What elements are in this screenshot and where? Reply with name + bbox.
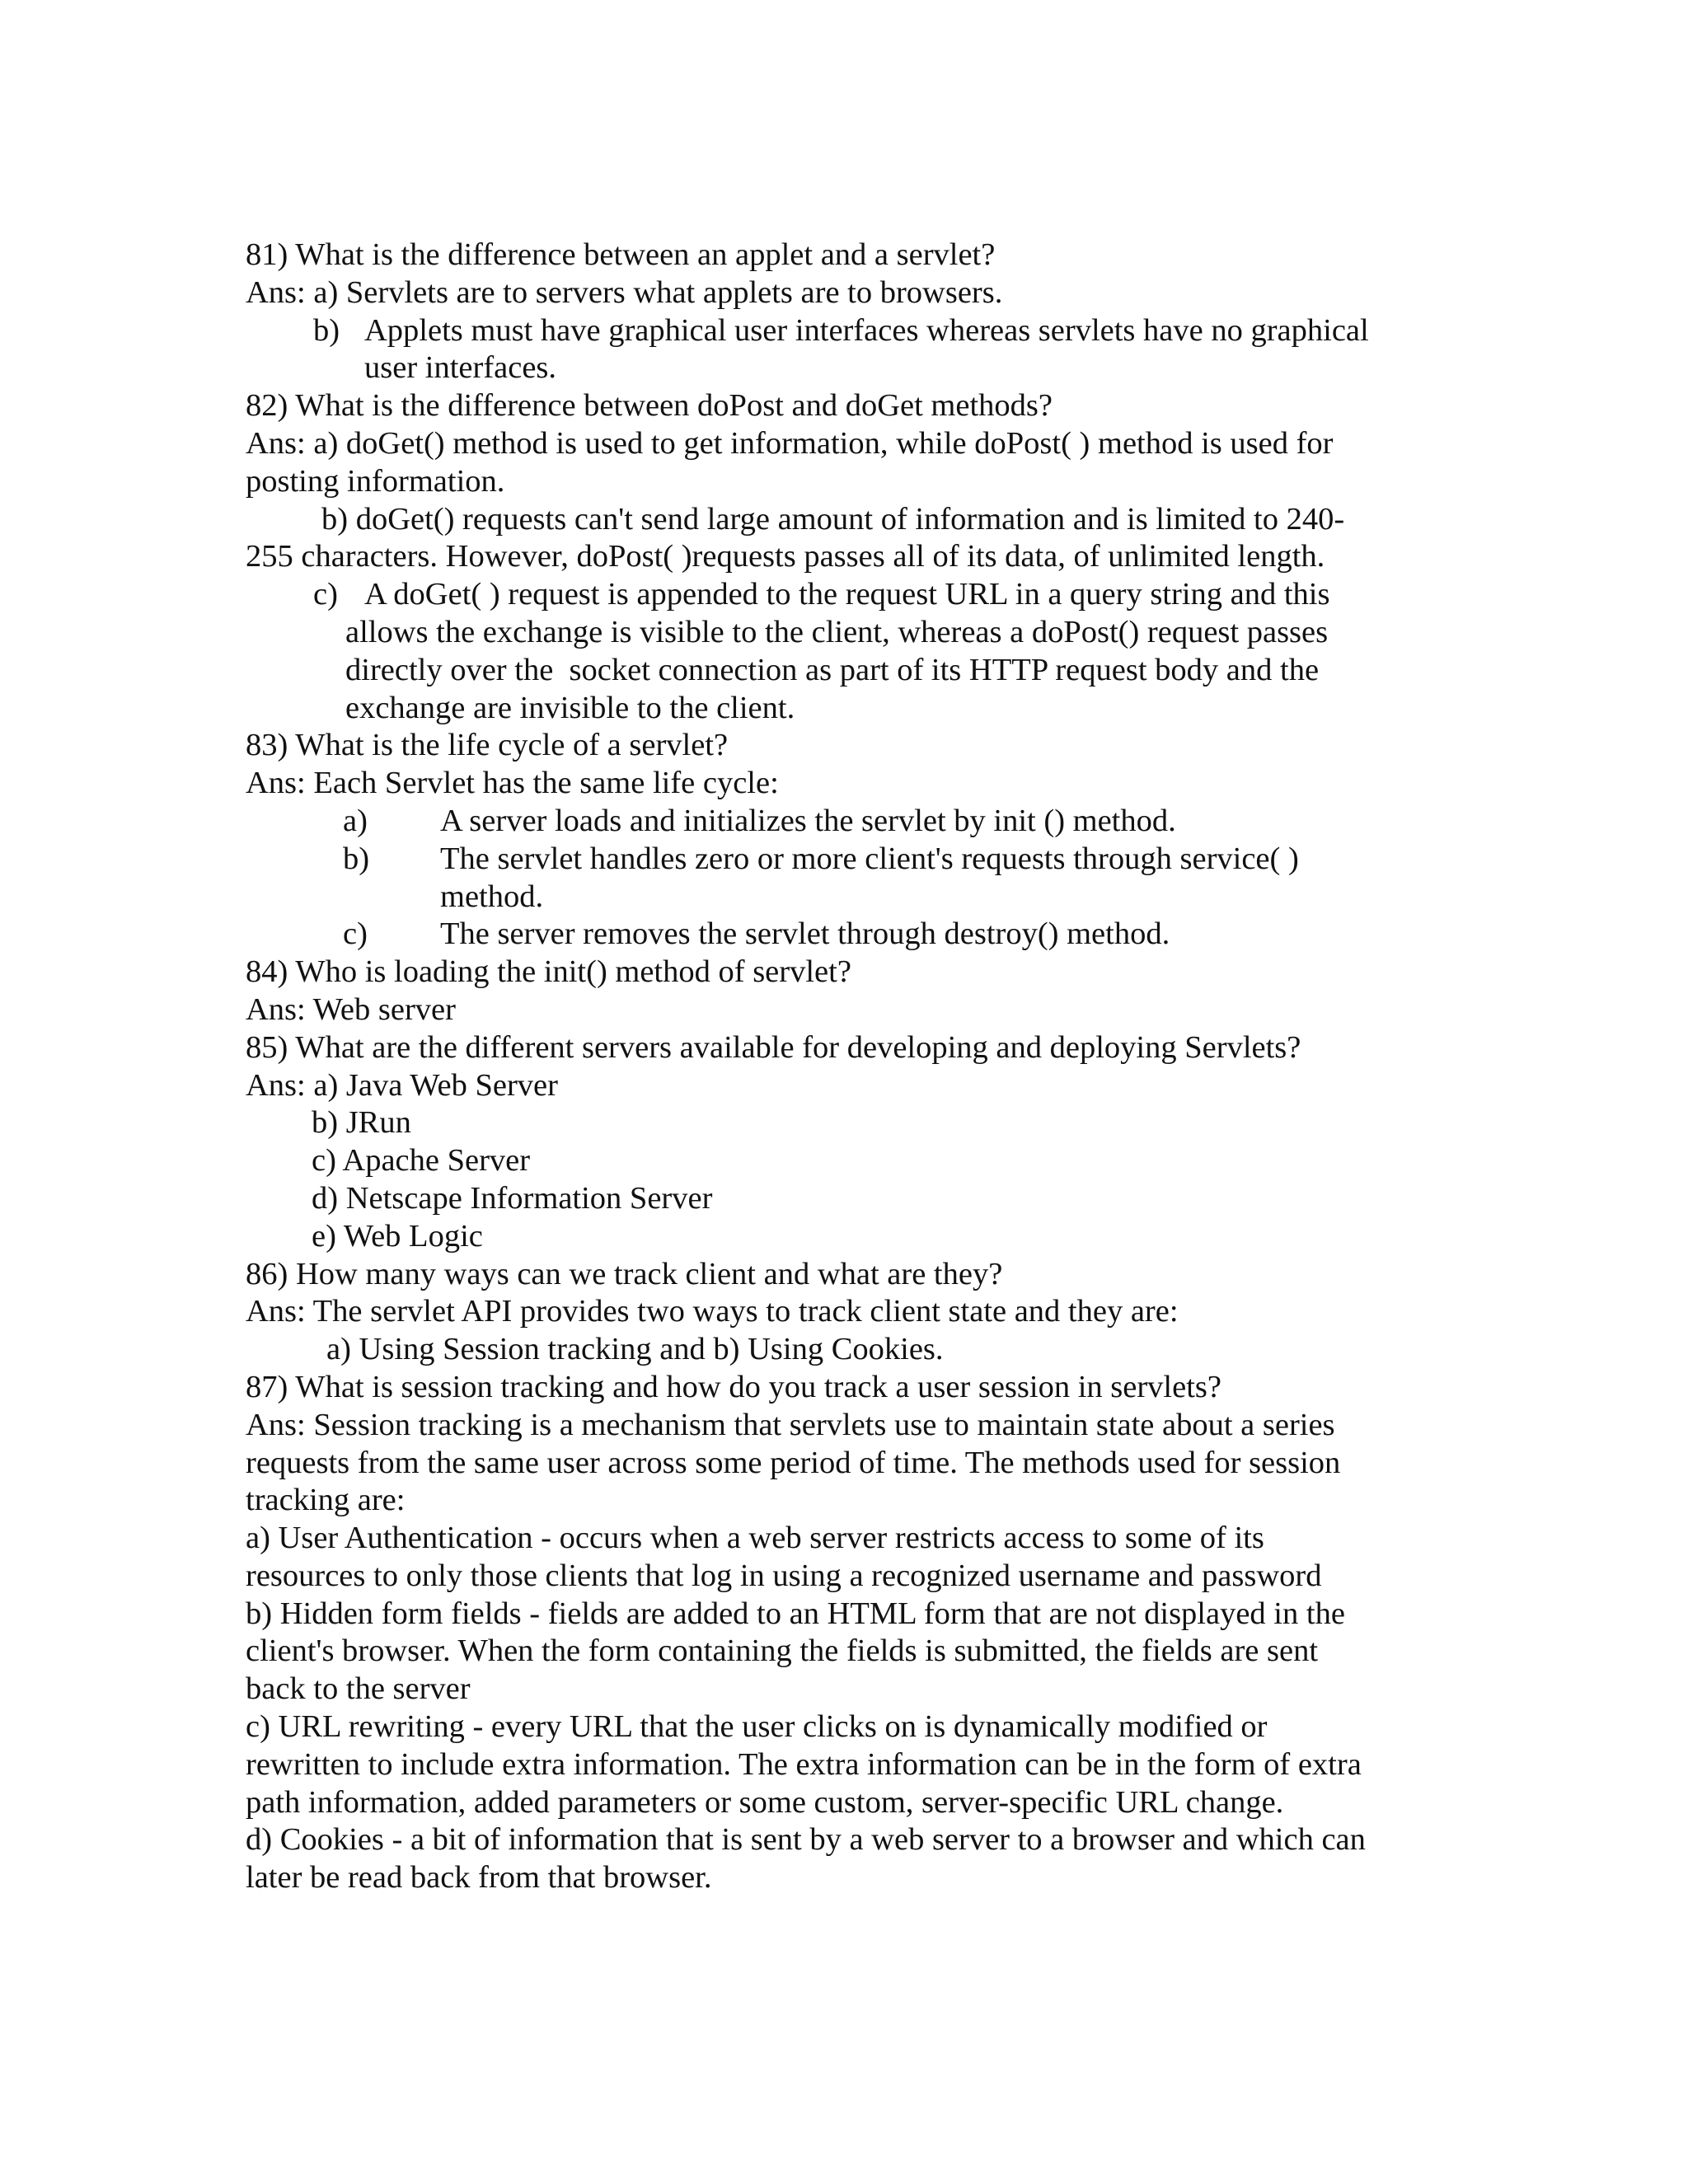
answer-85-d: d) Netscape Information Server (312, 1180, 713, 1216)
answer-text: Applets must have graphical user interfaces whereas servlets have no graphical (364, 312, 1369, 348)
answer-81-b (246, 312, 1441, 350)
answer-84: Ans: Web server (246, 991, 456, 1027)
answer-83-b-cont: method. (440, 879, 544, 914)
answer-87-10: rewritten to include extra information. The extra information can be in the form of extra (246, 1746, 1362, 1782)
answer-text: The server removes the servlet through destroy() method. (440, 916, 1170, 952)
answer-81-b-cont: user interfaces. (364, 350, 557, 386)
answer-82-a-cont: posting information. (246, 463, 505, 499)
answer-82-c (246, 576, 1441, 614)
answer-87-7: client's browser. When the form containing the fields is submitted, the fields are sent (246, 1633, 1319, 1669)
answer-87-9: c) URL rewriting - every URL that the user clicks on is dynamically modified or (246, 1709, 1268, 1745)
question-87: 87) What is session tracking and how do you track a user session in servlets? (246, 1369, 1221, 1404)
answer-83-intro: Ans: Each Servlet has the same life cycle: (246, 766, 779, 801)
answer-87-1: Ans: Session tracking is a mechanism that servlets use to maintain state about a series (246, 1407, 1335, 1442)
answer-83-a (246, 803, 1441, 841)
question-81: 81) What is the difference between an applet and a servlet? (246, 237, 996, 272)
answer-82-a: Ans: a) doGet() method is used to get information, while doPost( ) method is used for (246, 425, 1334, 461)
answer-text: The servlet handles zero or more client's requests through service( ) (440, 841, 1299, 876)
answer-85-b: b) JRun (312, 1105, 411, 1141)
answer-86-cont: a) Using Session tracking and b) Using Cookies. (326, 1332, 944, 1367)
answer-text: A server loads and initializes the servlet by init () method. (440, 803, 1176, 838)
answer-87-11: path information, added parameters or some custom, server-specific URL change. (246, 1784, 1284, 1820)
answer-82-c-cont-1: allows the exchange is visible to the client, whereas a doPost() request passes (345, 614, 1329, 649)
answer-83-c (246, 916, 1441, 954)
question-83: 83) What is the life cycle of a servlet? (246, 728, 729, 763)
answer-87-6: b) Hidden form fields - fields are added to an HTML form that are not displayed in the (246, 1596, 1345, 1631)
answer-82-b-cont: 255 characters. However, doPost( )requests passes all of its data, of unlimited length. (246, 539, 1325, 574)
answer-87-12: d) Cookies - a bit of information that is sent by a web server to a browser and which can (246, 1822, 1366, 1858)
answer-81-a: Ans: a) Servlets are to servers what applets are to browsers. (246, 274, 1003, 310)
item-label: b) (343, 841, 370, 876)
answer-87-4: a) User Authentication - occurs when a web server restricts access to some of its (246, 1521, 1264, 1556)
answer-87-8: back to the server (246, 1671, 471, 1707)
item-label: c) (343, 916, 368, 952)
item-label: b) (313, 312, 340, 348)
item-label: a) (343, 803, 368, 838)
item-label: c) (313, 577, 338, 612)
answer-82-c-cont-3: exchange are invisible to the client. (345, 690, 795, 725)
answer-85-c: c) Apache Server (312, 1143, 531, 1179)
question-82: 82) What is the difference between doPost and doGet methods? (246, 388, 1053, 424)
answer-87-3: tracking are: (246, 1483, 406, 1518)
question-86: 86) How many ways can we track client and what are they? (246, 1256, 1003, 1291)
answer-83-b (246, 841, 1441, 879)
answer-87-13: later be read back from that browser. (246, 1860, 712, 1896)
answer-87-5: resources to only those clients that log in using a recognized username and password (246, 1558, 1322, 1593)
question-84: 84) Who is loading the init() method of servlet? (246, 954, 851, 990)
answer-85-e: e) Web Logic (312, 1218, 483, 1254)
answer-text: A doGet( ) request is appended to the request URL in a query string and this (364, 577, 1330, 612)
answer-86: Ans: The servlet API provides two ways to track client state and they are: (246, 1294, 1179, 1329)
answer-82-b: b) doGet() requests can't send large amount of information and is limited to 240- (321, 501, 1345, 537)
answer-87-2: requests from the same user across some period of time. The methods used for session (246, 1445, 1341, 1480)
answer-85-a: Ans: a) Java Web Server (246, 1067, 558, 1103)
document-page (246, 237, 1441, 1897)
answer-82-c-cont-2: directly over the socket connection as part of its HTTP request body and the (345, 652, 1320, 687)
question-85: 85) What are the different servers available for developing and deploying Servlets? (246, 1029, 1301, 1065)
